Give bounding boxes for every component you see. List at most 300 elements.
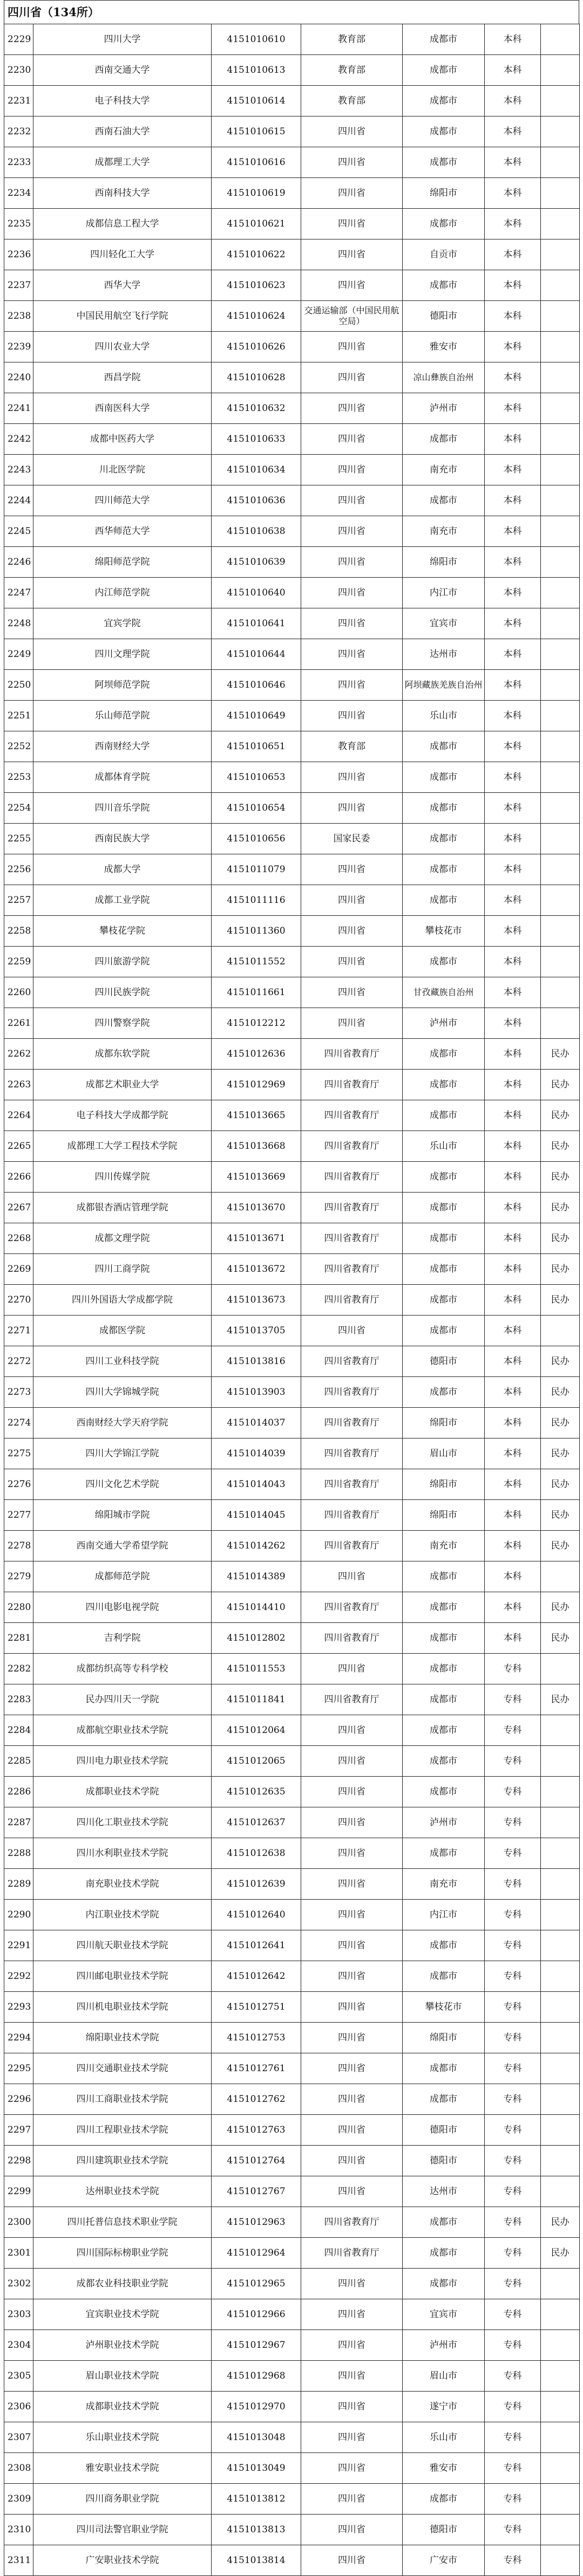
authority-cell: 四川省 — [301, 1961, 403, 1992]
school-name-cell: 四川工商职业技术学院 — [33, 2084, 212, 2115]
school-name-cell: 四川师范大学 — [33, 485, 212, 516]
school-code-cell: 4151014043 — [212, 1469, 301, 1500]
school-code-cell: 4151012637 — [212, 1807, 301, 1838]
table-row — [4, 24, 580, 55]
note-cell — [541, 2484, 580, 2515]
school-code-cell: 4151011553 — [212, 1654, 301, 1684]
location-cell: 成都市 — [403, 947, 485, 977]
level-cell: 本科 — [485, 485, 541, 516]
level-cell: 专科 — [485, 2392, 541, 2422]
location-cell: 眉山市 — [403, 1438, 485, 1469]
location-cell: 泸州市 — [403, 393, 485, 424]
note-cell — [541, 793, 580, 824]
location-cell: 德阳市 — [403, 2515, 485, 2545]
school-name-cell: 绵阳职业技术学院 — [33, 2023, 212, 2053]
document-page — [4, 0, 579, 2576]
location-cell: 宜宾市 — [403, 2299, 485, 2330]
note-cell: 民办 — [541, 1377, 580, 1408]
location-cell: 南充市 — [403, 1869, 485, 1900]
authority-cell: 四川省 — [301, 639, 403, 670]
authority-cell: 四川省 — [301, 2146, 403, 2176]
authority-cell: 四川省 — [301, 455, 403, 485]
table-row — [4, 2146, 580, 2176]
note-cell — [541, 1008, 580, 1039]
note-cell: 民办 — [541, 1100, 580, 1131]
row-number-cell: 2229 — [4, 24, 33, 55]
school-name-cell: 四川民族学院 — [33, 977, 212, 1008]
school-code-cell: 4151012967 — [212, 2330, 301, 2361]
authority-cell: 四川省 — [301, 2453, 403, 2484]
level-cell: 本科 — [485, 1193, 541, 1223]
school-name-cell: 四川托普信息技术职业学院 — [33, 2207, 212, 2238]
location-cell: 甘孜藏族自治州 — [403, 977, 485, 1008]
table-row — [4, 1746, 580, 1777]
table-row — [4, 424, 580, 455]
note-cell — [541, 393, 580, 424]
row-number-cell: 2249 — [4, 639, 33, 670]
school-name-cell: 成都大学 — [33, 854, 212, 885]
note-cell — [541, 1930, 580, 1961]
note-cell — [541, 239, 580, 270]
note-cell — [541, 1715, 580, 1746]
location-cell: 德阳市 — [403, 1346, 485, 1377]
school-name-cell: 四川电力职业技术学院 — [33, 1746, 212, 1777]
row-number-cell: 2262 — [4, 1039, 33, 1070]
location-cell: 成都市 — [403, 2484, 485, 2515]
school-name-cell: 四川外国语大学成都学院 — [33, 1285, 212, 1316]
school-code-cell: 4151013665 — [212, 1100, 301, 1131]
location-cell: 攀枝花市 — [403, 916, 485, 947]
row-number-cell: 2246 — [4, 547, 33, 578]
authority-cell: 四川省教育厅 — [301, 1684, 403, 1715]
school-name-cell: 成都艺术职业大学 — [33, 1070, 212, 1100]
table-row — [4, 1992, 580, 2023]
row-number-cell: 2259 — [4, 947, 33, 977]
level-cell: 专科 — [485, 2084, 541, 2115]
authority-cell: 四川省 — [301, 2299, 403, 2330]
authority-cell: 国家民委 — [301, 824, 403, 854]
school-code-cell: 4151012753 — [212, 2023, 301, 2053]
table-row — [4, 731, 580, 762]
school-name-cell: 四川音乐学院 — [33, 793, 212, 824]
school-code-cell: 4151010633 — [212, 424, 301, 455]
note-cell — [541, 1869, 580, 1900]
school-name-cell: 达州职业技术学院 — [33, 2176, 212, 2207]
school-name-cell: 成都东软学院 — [33, 1039, 212, 1070]
note-cell — [541, 301, 580, 332]
school-name-cell: 成都体育学院 — [33, 762, 212, 793]
school-name-cell: 四川化工职业技术学院 — [33, 1807, 212, 1838]
school-code-cell: 4151010615 — [212, 117, 301, 147]
authority-cell: 四川省教育厅 — [301, 1469, 403, 1500]
location-cell: 内江市 — [403, 1900, 485, 1930]
note-cell: 民办 — [541, 1223, 580, 1254]
school-code-cell: 4151010646 — [212, 670, 301, 701]
note-cell — [541, 117, 580, 147]
note-cell: 民办 — [541, 1193, 580, 1223]
location-cell: 泸州市 — [403, 1807, 485, 1838]
location-cell: 成都市 — [403, 731, 485, 762]
authority-cell: 交通运输部（中国民用航空局） — [301, 301, 403, 332]
authority-cell: 四川省 — [301, 1869, 403, 1900]
table-row — [4, 1346, 580, 1377]
school-code-cell: 4151012065 — [212, 1746, 301, 1777]
table-row — [4, 824, 580, 854]
table-row — [4, 2330, 580, 2361]
row-number-cell: 2239 — [4, 332, 33, 362]
note-cell: 民办 — [541, 1438, 580, 1469]
school-code-cell: 4151013813 — [212, 2515, 301, 2545]
row-number-cell: 2264 — [4, 1100, 33, 1131]
school-code-cell: 4151011079 — [212, 854, 301, 885]
location-cell: 成都市 — [403, 485, 485, 516]
authority-cell: 四川省 — [301, 1930, 403, 1961]
school-name-cell: 成都工业学院 — [33, 885, 212, 916]
row-number-cell: 2287 — [4, 1807, 33, 1838]
note-cell — [541, 2545, 580, 2576]
row-number-cell: 2305 — [4, 2361, 33, 2392]
table-row — [4, 1285, 580, 1316]
note-cell — [541, 977, 580, 1008]
level-cell: 本科 — [485, 147, 541, 178]
school-name-cell: 中国民用航空飞行学院 — [33, 301, 212, 332]
level-cell: 本科 — [485, 670, 541, 701]
school-code-cell: 4151010638 — [212, 516, 301, 547]
location-cell: 成都市 — [403, 1254, 485, 1285]
table-row — [4, 147, 580, 178]
school-code-cell: 4151011116 — [212, 885, 301, 916]
school-code-cell: 4151011661 — [212, 977, 301, 1008]
level-cell: 专科 — [485, 2453, 541, 2484]
row-number-cell: 2274 — [4, 1408, 33, 1438]
row-number-cell: 2289 — [4, 1869, 33, 1900]
school-name-cell: 四川大学 — [33, 24, 212, 55]
level-cell: 本科 — [485, 947, 541, 977]
row-number-cell: 2298 — [4, 2146, 33, 2176]
table-row — [4, 455, 580, 485]
level-cell: 本科 — [485, 1408, 541, 1438]
note-cell: 民办 — [541, 1162, 580, 1193]
note-cell — [541, 854, 580, 885]
table-row — [4, 2484, 580, 2515]
school-name-cell: 阿坝师范学院 — [33, 670, 212, 701]
row-number-cell: 2278 — [4, 1531, 33, 1561]
school-name-cell: 四川交通职业技术学院 — [33, 2053, 212, 2084]
note-cell — [541, 2392, 580, 2422]
location-cell: 凉山彝族自治州 — [403, 362, 485, 393]
location-cell: 成都市 — [403, 1715, 485, 1746]
school-name-cell: 吉利学院 — [33, 1623, 212, 1654]
note-cell — [541, 2146, 580, 2176]
row-number-cell: 2295 — [4, 2053, 33, 2084]
level-cell: 本科 — [485, 578, 541, 608]
school-code-cell: 4151010634 — [212, 455, 301, 485]
row-number-cell: 2230 — [4, 55, 33, 86]
authority-cell: 四川省 — [301, 1992, 403, 2023]
school-name-cell: 乐山师范学院 — [33, 701, 212, 731]
table-row — [4, 239, 580, 270]
location-cell: 南充市 — [403, 516, 485, 547]
school-code-cell: 4151012635 — [212, 1777, 301, 1807]
table-row — [4, 485, 580, 516]
location-cell: 成都市 — [403, 1930, 485, 1961]
row-number-cell: 2235 — [4, 209, 33, 239]
school-name-cell: 四川农业大学 — [33, 332, 212, 362]
authority-cell: 四川省教育厅 — [301, 1531, 403, 1561]
row-number-cell: 2268 — [4, 1223, 33, 1254]
school-name-cell: 西华师范大学 — [33, 516, 212, 547]
note-cell — [541, 178, 580, 209]
school-code-cell: 4151010653 — [212, 762, 301, 793]
school-code-cell: 4151012762 — [212, 2084, 301, 2115]
authority-cell: 四川省教育厅 — [301, 1408, 403, 1438]
table-row — [4, 1193, 580, 1223]
school-code-cell: 4151012969 — [212, 1070, 301, 1100]
school-code-cell: 4151013672 — [212, 1254, 301, 1285]
school-name-cell: 西南交通大学希望学院 — [33, 1531, 212, 1561]
table-row — [4, 1408, 580, 1438]
row-number-cell: 2275 — [4, 1438, 33, 1469]
school-code-cell: 4151012064 — [212, 1715, 301, 1746]
school-code-cell: 4151013903 — [212, 1377, 301, 1408]
row-number-cell: 2294 — [4, 2023, 33, 2053]
location-cell: 成都市 — [403, 1838, 485, 1869]
row-number-cell: 2263 — [4, 1070, 33, 1100]
authority-cell: 四川省 — [301, 547, 403, 578]
row-number-cell: 2283 — [4, 1684, 33, 1715]
table-row — [4, 885, 580, 916]
school-code-cell: 4151012212 — [212, 1008, 301, 1039]
note-cell: 民办 — [541, 1254, 580, 1285]
school-name-cell: 西南财经大学天府学院 — [33, 1408, 212, 1438]
note-cell — [541, 147, 580, 178]
authority-cell: 四川省 — [301, 2023, 403, 2053]
school-code-cell: 4151013671 — [212, 1223, 301, 1254]
level-cell: 本科 — [485, 639, 541, 670]
table-row — [4, 2545, 580, 2576]
school-code-cell: 4151013816 — [212, 1346, 301, 1377]
authority-cell: 四川省 — [301, 1654, 403, 1684]
level-cell: 本科 — [485, 1346, 541, 1377]
row-number-cell: 2267 — [4, 1193, 33, 1223]
table-row — [4, 2053, 580, 2084]
level-cell: 本科 — [485, 86, 541, 117]
authority-cell: 四川省教育厅 — [301, 1162, 403, 1193]
level-cell: 本科 — [485, 1592, 541, 1623]
location-cell: 成都市 — [403, 1777, 485, 1807]
level-cell: 本科 — [485, 301, 541, 332]
level-cell: 本科 — [485, 793, 541, 824]
authority-cell: 四川省 — [301, 1838, 403, 1869]
school-name-cell: 四川商务职业学院 — [33, 2484, 212, 2515]
authority-cell: 四川省 — [301, 1008, 403, 1039]
table-row — [4, 1961, 580, 1992]
level-cell: 专科 — [485, 2023, 541, 2053]
location-cell: 成都市 — [403, 1100, 485, 1131]
school-name-cell: 西南财经大学 — [33, 731, 212, 762]
school-code-cell: 4151014045 — [212, 1500, 301, 1531]
school-code-cell: 4151010632 — [212, 393, 301, 424]
location-cell: 成都市 — [403, 2269, 485, 2299]
school-name-cell: 内江职业技术学院 — [33, 1900, 212, 1930]
school-code-cell: 4151010636 — [212, 485, 301, 516]
note-cell — [541, 1746, 580, 1777]
location-cell: 成都市 — [403, 1684, 485, 1715]
school-name-cell: 雅安职业技术学院 — [33, 2453, 212, 2484]
authority-cell: 四川省 — [301, 2515, 403, 2545]
location-cell: 德阳市 — [403, 2115, 485, 2146]
location-cell: 南充市 — [403, 1531, 485, 1561]
table-row — [4, 2084, 580, 2115]
school-code-cell: 4151013705 — [212, 1316, 301, 1346]
row-number-cell: 2247 — [4, 578, 33, 608]
location-cell: 达州市 — [403, 639, 485, 670]
row-number-cell: 2308 — [4, 2453, 33, 2484]
note-cell: 民办 — [541, 1131, 580, 1162]
level-cell: 本科 — [485, 1623, 541, 1654]
table-row — [4, 578, 580, 608]
location-cell: 成都市 — [403, 1623, 485, 1654]
authority-cell: 四川省 — [301, 2361, 403, 2392]
school-name-cell: 成都文理学院 — [33, 1223, 212, 1254]
location-cell: 绵阳市 — [403, 178, 485, 209]
school-name-cell: 绵阳城市学院 — [33, 1500, 212, 1531]
school-code-cell: 4151012970 — [212, 2392, 301, 2422]
note-cell — [541, 1807, 580, 1838]
authority-cell: 四川省 — [301, 117, 403, 147]
authority-cell: 四川省 — [301, 2484, 403, 2515]
table-row — [4, 1316, 580, 1346]
row-number-cell: 2301 — [4, 2238, 33, 2269]
authority-cell: 四川省教育厅 — [301, 1100, 403, 1131]
location-cell: 成都市 — [403, 1039, 485, 1070]
school-name-cell: 四川电影电视学院 — [33, 1592, 212, 1623]
school-code-cell: 4151012638 — [212, 1838, 301, 1869]
table-row — [4, 1777, 580, 1807]
table-row — [4, 701, 580, 731]
table-row — [4, 1531, 580, 1561]
school-name-cell: 广安职业技术学院 — [33, 2545, 212, 2576]
school-name-cell: 西华大学 — [33, 270, 212, 301]
level-cell: 本科 — [485, 731, 541, 762]
level-cell: 专科 — [485, 2484, 541, 2515]
authority-cell: 四川省 — [301, 793, 403, 824]
location-cell: 成都市 — [403, 793, 485, 824]
table-row — [4, 916, 580, 947]
school-name-cell: 四川轻化工大学 — [33, 239, 212, 270]
row-number-cell: 2242 — [4, 424, 33, 455]
row-number-cell: 2284 — [4, 1715, 33, 1746]
note-cell — [541, 516, 580, 547]
school-code-cell: 4151012639 — [212, 1869, 301, 1900]
school-name-cell: 电子科技大学成都学院 — [33, 1100, 212, 1131]
table-row — [4, 947, 580, 977]
table-row — [4, 2023, 580, 2053]
table-row — [4, 1162, 580, 1193]
authority-cell: 四川省 — [301, 701, 403, 731]
school-name-cell: 四川工商学院 — [33, 1254, 212, 1285]
row-number-cell: 2260 — [4, 977, 33, 1008]
note-cell: 民办 — [541, 1623, 580, 1654]
note-cell — [541, 2176, 580, 2207]
level-cell: 本科 — [485, 393, 541, 424]
school-code-cell: 4151013669 — [212, 1162, 301, 1193]
row-number-cell: 2234 — [4, 178, 33, 209]
table-row — [4, 301, 580, 332]
level-cell: 专科 — [485, 2361, 541, 2392]
note-cell — [541, 2453, 580, 2484]
level-cell: 专科 — [485, 2299, 541, 2330]
school-code-cell: 4151012640 — [212, 1900, 301, 1930]
authority-cell: 四川省 — [301, 485, 403, 516]
note-cell — [541, 639, 580, 670]
table-row — [4, 2115, 580, 2146]
location-cell: 成都市 — [403, 1961, 485, 1992]
school-code-cell: 4151010651 — [212, 731, 301, 762]
table-row — [4, 793, 580, 824]
table-row — [4, 670, 580, 701]
note-cell — [541, 485, 580, 516]
table-row — [4, 2361, 580, 2392]
school-code-cell: 4151012968 — [212, 2361, 301, 2392]
level-cell: 专科 — [485, 2545, 541, 2576]
authority-cell: 四川省教育厅 — [301, 1623, 403, 1654]
authority-cell: 四川省教育厅 — [301, 1346, 403, 1377]
school-code-cell: 4151013812 — [212, 2484, 301, 2515]
note-cell: 民办 — [541, 1469, 580, 1500]
school-name-cell: 西南医科大学 — [33, 393, 212, 424]
table-row — [4, 1869, 580, 1900]
table-row — [4, 1715, 580, 1746]
level-cell: 本科 — [485, 1223, 541, 1254]
row-number-cell: 2233 — [4, 147, 33, 178]
row-number-cell: 2286 — [4, 1777, 33, 1807]
level-cell: 本科 — [485, 1039, 541, 1070]
row-number-cell: 2252 — [4, 731, 33, 762]
location-cell: 成都市 — [403, 1746, 485, 1777]
level-cell: 本科 — [485, 209, 541, 239]
authority-cell: 四川省 — [301, 2269, 403, 2299]
school-code-cell: 4151012802 — [212, 1623, 301, 1654]
row-number-cell: 2288 — [4, 1838, 33, 1869]
row-number-cell: 2309 — [4, 2484, 33, 2515]
school-code-cell: 4151012964 — [212, 2238, 301, 2269]
table-row — [4, 639, 580, 670]
authority-cell: 四川省教育厅 — [301, 2238, 403, 2269]
note-cell: 民办 — [541, 1531, 580, 1561]
authority-cell: 四川省 — [301, 1807, 403, 1838]
note-cell — [541, 332, 580, 362]
location-cell: 泸州市 — [403, 2330, 485, 2361]
note-cell: 民办 — [541, 2207, 580, 2238]
row-number-cell: 2258 — [4, 916, 33, 947]
school-code-cell: 4151012764 — [212, 2146, 301, 2176]
school-code-cell: 4151012636 — [212, 1039, 301, 1070]
note-cell — [541, 1777, 580, 1807]
school-code-cell: 4151010641 — [212, 608, 301, 639]
school-name-cell: 西南石油大学 — [33, 117, 212, 147]
level-cell: 专科 — [485, 2515, 541, 2545]
authority-cell: 四川省 — [301, 209, 403, 239]
note-cell — [541, 362, 580, 393]
school-name-cell: 成都师范学院 — [33, 1561, 212, 1592]
authority-cell: 四川省 — [301, 147, 403, 178]
school-code-cell: 4151014037 — [212, 1408, 301, 1438]
row-number-cell: 2250 — [4, 670, 33, 701]
location-cell: 成都市 — [403, 1316, 485, 1346]
school-code-cell: 4151010623 — [212, 270, 301, 301]
level-cell: 本科 — [485, 701, 541, 731]
